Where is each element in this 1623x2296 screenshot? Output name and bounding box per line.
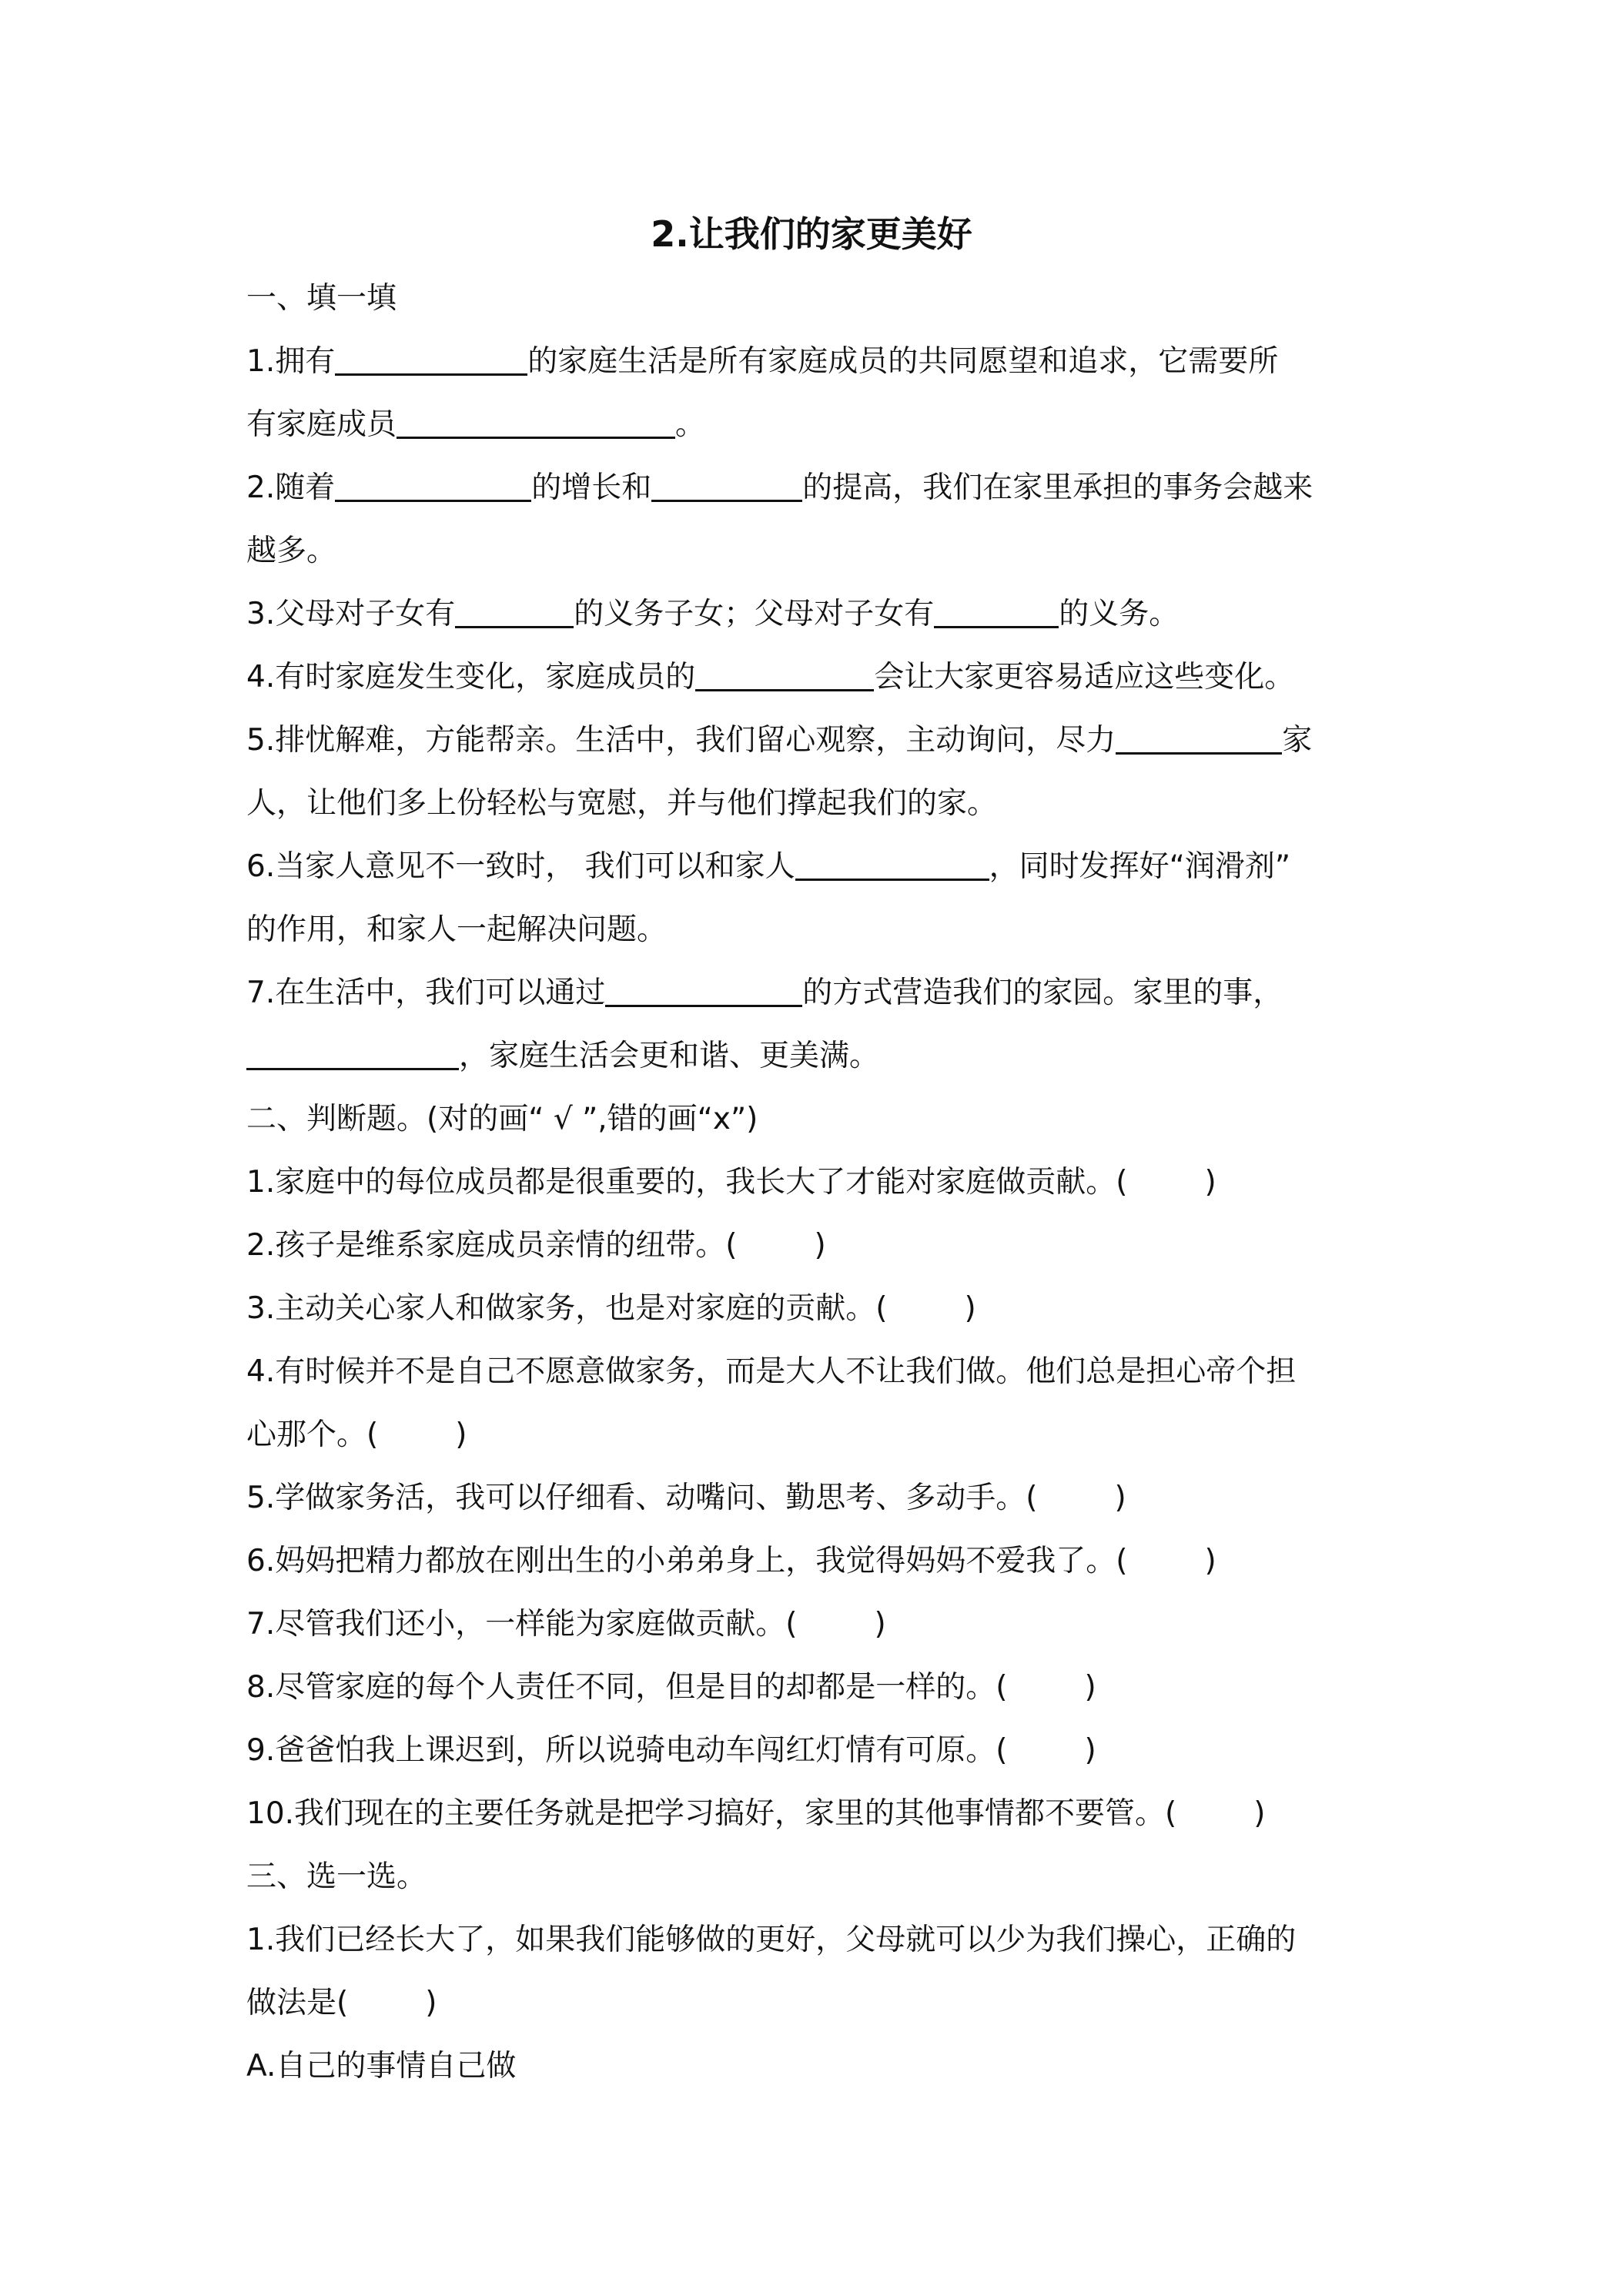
answer-blank[interactable]	[1116, 721, 1282, 755]
answer-paren[interactable]: )	[814, 1228, 826, 1263]
q5-line1: 5.排忧解难，方能帮亲。生活中，我们留心观察，主动询问，尽力 家	[246, 723, 1313, 758]
answer-paren[interactable]: )	[425, 1986, 437, 2020]
judge-item: 8.尽管家庭的每个人责任不同，但是目的却都是一样的。( )	[246, 1666, 1394, 1709]
q6-line1: 6.当家人意见不一致时， 我们可以和家人 ，同时发挥好“润滑剂”	[246, 849, 1291, 884]
answer-paren[interactable]: )	[1204, 1544, 1216, 1578]
answer-blank[interactable]	[795, 848, 989, 881]
answer-blank[interactable]	[335, 343, 527, 376]
q1-line2: 有家庭成员 。	[246, 407, 706, 442]
q6-line2: 的作用，和家人一起解决问题。	[246, 912, 668, 947]
answer-blank[interactable]	[335, 469, 531, 502]
q2-line2: 越多。	[246, 534, 337, 568]
judge-item: 7.尽管我们还小，一样能为家庭做贡献。( )	[246, 1603, 1394, 1646]
judge-item: 2.孩子是维系家庭成员亲情的纽带。( )	[246, 1224, 1394, 1267]
answer-paren[interactable]: )	[1084, 1670, 1096, 1705]
q1-line1: 1.拥有 的家庭生活是所有家庭成员的共同愿望和追求，它需要所	[246, 344, 1279, 379]
section1-heading: 一、填一填	[246, 281, 397, 316]
answer-paren[interactable]: )	[964, 1291, 976, 1326]
answer-paren[interactable]: )	[1114, 1481, 1126, 1515]
q2-line1: 2.随着 的增长和 的提高，我们在家里承担的事务会越来	[246, 470, 1313, 505]
q3-line: 3.父母对子女有 的义务子女；父母对子女有 的义务。	[246, 597, 1180, 631]
judge-item: 3.主动关心家人和做家务，也是对家庭的贡献。( )	[246, 1287, 1394, 1330]
choice-option-a[interactable]: A.自己的事情自己做	[246, 2049, 517, 2083]
judge-item: 心那个。( )	[246, 1414, 1394, 1457]
choice-question-line2: 做法是( )	[246, 1982, 1394, 2025]
answer-blank[interactable]	[651, 469, 802, 502]
section3-heading: 三、选一选。	[246, 1859, 427, 1894]
answer-paren[interactable]: )	[455, 1417, 467, 1452]
section2-heading: 二、判断题。(对的画“ √ ”,错的画“x”)	[246, 1102, 758, 1136]
q5-line2: 人，让他们多上份轻松与宽慰，并与他们撑起我们的家。	[246, 786, 998, 821]
answer-blank[interactable]	[695, 658, 874, 691]
q4-line: 4.有时家庭发生变化，家庭成员的 会让大家更容易适应这些变化。	[246, 660, 1295, 694]
judge-item: 6.妈妈把精力都放在刚出生的小弟弟身上，我觉得妈妈不爱我了。( )	[246, 1540, 1394, 1583]
answer-blank[interactable]	[605, 974, 802, 1007]
answer-paren[interactable]: )	[1084, 1733, 1096, 1768]
answer-blank[interactable]	[246, 1037, 459, 1070]
answer-blank[interactable]	[455, 595, 574, 628]
judge-item: 9.爸爸怕我上课迟到，所以说骑电动车闯红灯情有可原。( )	[246, 1729, 1394, 1772]
q7-line2: ，家庭生活会更和谐、更美满。	[246, 1035, 1394, 1078]
answer-paren[interactable]: )	[1204, 1165, 1216, 1200]
q7-line1: 7.在生活中，我们可以通过 的方式营造我们的家园。家里的事，	[246, 976, 1283, 1010]
judge-item: 4.有时候并不是自己不愿意做家务，而是大人不让我们做。他们总是担心帝个担	[246, 1354, 1297, 1389]
choice-question-line1: 1.我们已经长大了，如果我们能够做的更好，父母就可以少为我们操心，正确的	[246, 1923, 1297, 1957]
judge-item: 10.我们现在的主要任务就是把学习搞好，家里的其他事情都不要管。( )	[246, 1792, 1394, 1836]
judge-item: 5.学做家务活，我可以仔细看、动嘴问、勤思考、多动手。( )	[246, 1477, 1394, 1520]
answer-paren[interactable]: )	[1253, 1796, 1266, 1831]
answer-paren[interactable]: )	[874, 1607, 886, 1642]
answer-blank[interactable]	[397, 406, 675, 439]
page-title: 2.让我们的家更美好	[651, 213, 972, 255]
judge-item: 1.家庭中的每位成员都是很重要的，我长大了才能对家庭做贡献。( )	[246, 1161, 1394, 1204]
answer-blank[interactable]	[934, 595, 1059, 628]
